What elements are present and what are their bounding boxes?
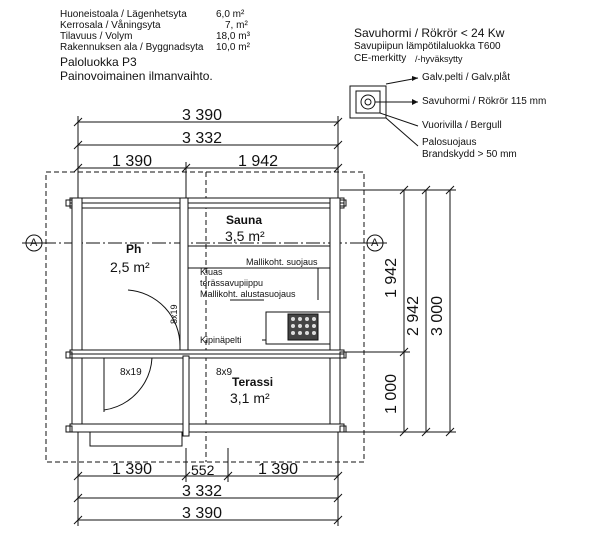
spec-value-1: 6,0 m²	[216, 9, 245, 20]
dim-right-lower: 1 000	[383, 373, 400, 414]
wall-left	[72, 198, 82, 428]
spec-value-3: 18,0 m³	[216, 31, 250, 42]
room-ph-name: Ph	[126, 242, 142, 256]
wall-partition	[180, 198, 188, 356]
spec-label-1: Huoneistoala / Lägenhetsyta	[60, 9, 187, 20]
dim-right-upper: 1 942	[383, 257, 400, 298]
chimney-line2: Savupiipun lämpötilaluokka T600	[354, 41, 501, 52]
room-ph-area: 2,5 m²	[110, 259, 150, 275]
spec-label-3: Tilavuus / Volym	[60, 31, 133, 42]
legend-vuorivilla: Vuorivilla / Bergull	[422, 120, 502, 131]
chimney-title: Savuhormi / Rökrör < 24 Kw	[354, 26, 505, 40]
dim-bottom-mid: 552	[191, 462, 215, 478]
dim-right-overall: 3 000	[429, 295, 446, 336]
dim-bottom-overall: 3 390	[182, 505, 223, 522]
door-label-terrace: 8x19	[120, 367, 142, 378]
note-alustasuojaus: Mallikoht. alustasuojaus	[200, 289, 296, 299]
spec-label-2: Kerrosala / Våningsyta	[60, 20, 161, 31]
legend-brandskydd: Brandskydd > 50 mm	[422, 149, 517, 160]
legend-savuhormi: Savuhormi / Rökrör 115 mm	[422, 96, 547, 107]
door-label-sauna: 8x9	[216, 367, 233, 378]
section-label-right: A	[371, 237, 379, 249]
note-savupiippu: terässavupiippu	[200, 278, 264, 288]
dim-top-inner: 3 332	[182, 130, 223, 147]
ventilation-note: Painovoimainen ilmanvaihto.	[60, 69, 213, 83]
chimney-detail-icon	[350, 78, 418, 146]
dim-right-inner: 2 942	[405, 295, 422, 336]
terrace-post	[183, 356, 189, 436]
dim-top-overall: 3 390	[182, 107, 223, 124]
note-suojaus: Mallikoht. suojaus	[246, 257, 318, 267]
section-label-left: A	[30, 237, 38, 249]
wall-bottom	[70, 424, 344, 432]
dim-top-right: 1 942	[238, 153, 279, 170]
spec-label-4: Rakennuksen ala / Byggnadsyta	[60, 42, 204, 53]
legend-palosuojaus: Palosuojaus	[422, 137, 477, 148]
legend-galv: Galv.pelti / Galv.plåt	[422, 72, 510, 83]
door-swing-terrace	[104, 358, 152, 410]
door-label-ph: 8x19	[169, 304, 179, 324]
spec-value-4: 10,0 m²	[216, 42, 250, 53]
note-kiuas: Kiuas	[200, 267, 223, 277]
chimney-line3a: CE-merkitty	[354, 53, 407, 64]
wall-right	[330, 198, 340, 428]
chimney-line3b: /-hyväksytty	[415, 54, 463, 64]
spec-value-2: 7, m²	[225, 20, 248, 31]
note-kipinapelti: Kipinäpelti	[200, 335, 242, 345]
dim-bottom-inner: 3 332	[182, 483, 223, 500]
room-sauna-name: Sauna	[226, 213, 263, 227]
dim-bottom-left: 1 390	[112, 461, 153, 478]
stove-icon	[266, 312, 330, 344]
dim-top-left: 1 390	[112, 153, 153, 170]
fire-class: Paloluokka P3	[60, 55, 137, 69]
room-terassi-name: Terassi	[232, 375, 274, 389]
room-terassi-area: 3,1 m²	[230, 390, 270, 406]
dim-bottom-right: 1 390	[258, 461, 299, 478]
room-sauna-area: 3,5 m²	[225, 228, 265, 244]
entrance-step	[90, 432, 182, 446]
